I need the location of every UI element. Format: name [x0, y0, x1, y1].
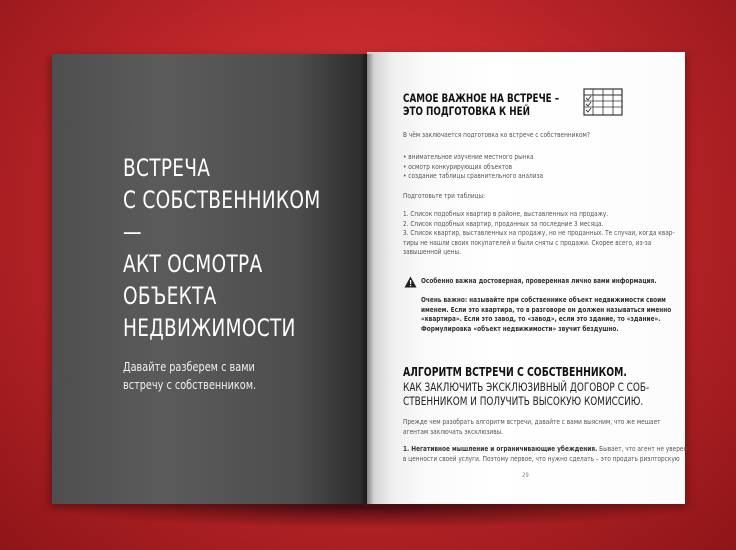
warning-icon	[404, 276, 417, 288]
tables-list-item: 3. Список квартир, выставленных на продажу, но не проданных. Те случаи, когда квар-	[403, 229, 675, 238]
chapter-title-line: НЕДВИЖИМОСТИ	[123, 314, 296, 342]
chapter-title-line: АКТ ОСМОТРА	[123, 250, 263, 278]
tables-intro: Подготовьте три таблицы:	[403, 192, 486, 200]
bullet-item: • создание таблицы сравнительного анализа	[403, 172, 544, 181]
chapter-title-line: ВСТРЕЧА	[123, 154, 211, 182]
chapter-subtitle-line: Давайте разберем с вами	[123, 360, 255, 374]
algorithm-heading: АЛГОРИТМ ВСТРЕЧИ С СОБСТВЕННИКОМ.	[403, 365, 627, 379]
chapter-title-line: ОБЪЕКТА	[123, 282, 217, 310]
chapter-title-line: С СОБСТВЕННИКОМ	[123, 186, 321, 214]
warning-line: Очень важно: называйте при собственнике объект недвижимости своим	[421, 296, 666, 305]
warning-line: «квартира». Если это завод, то «завод», если это здание, то «здание».	[421, 315, 661, 324]
tables-list-item: 2. Список подобных квартир, проданных за последние 3 месяца.	[403, 219, 604, 228]
warning-block	[421, 277, 671, 335]
bullet-item: • внимательное изучение местного рынка	[403, 153, 534, 161]
chapter-subtitle-line: встречу с собственником.	[123, 378, 257, 392]
point-1	[403, 445, 687, 464]
warning-line: Особенно важна достоверная, проверенная лично вами информация.	[421, 277, 657, 285]
tables-list-item: 1. Список подобных квартир в районе, выставленных на продажу.	[403, 210, 609, 218]
section-heading-line: ЭТО ПОДГОТОВКА К НЕЙ	[403, 104, 530, 118]
intro-paragraph	[403, 418, 661, 437]
warning-line	[421, 287, 671, 297]
section-heading-line: САМОЕ ВАЖНОЕ НА ВСТРЕЧЕ –	[403, 91, 560, 105]
point-1-text: Бывает, что агент не уверен	[597, 445, 688, 453]
point-1-line-2: в ценности своей услуги. Поэтому первое, что нужно сделать – это продать риэлторскую	[403, 454, 680, 463]
book-gutter	[360, 54, 374, 504]
tables-list-item: завышенной цены.	[403, 248, 461, 257]
tables-list	[403, 210, 675, 258]
warning-line: именем. Если это квартира, то в разговоре он должен называться именно	[421, 305, 672, 314]
algorithm-subheading	[403, 380, 649, 408]
algorithm-subheading-line: КАК ЗАКЛЮЧИТЬ ЭКСКЛЮЗИВНЫЙ ДОГОВОР С СОБ-	[403, 380, 650, 394]
page-number: 29	[522, 472, 529, 479]
point-1-line	[403, 445, 687, 455]
chapter-title	[123, 152, 321, 344]
tables-list-item: тиры не нашли своих покупателей и были сняты с продажи. Скорее всего, из-за	[403, 238, 652, 247]
chapter-title-line: —	[123, 218, 142, 246]
warning-line: Формулировка «объект недвижимости» звучит бездушно.	[421, 324, 619, 333]
algorithm-subheading-line: СТВЕННИКОМ И ПОЛУЧИТЬ ВЫСОКУЮ КОМИССИЮ.	[403, 394, 644, 408]
intro-line: агентам заключать эксклюзивы.	[403, 427, 504, 436]
bullet-item: • осмотр конкурирующих объектов	[403, 162, 513, 171]
chapter-subtitle	[123, 358, 303, 394]
prep-bullets	[403, 153, 543, 182]
point-1-title: 1. Негативное мышление и ограничивающие убеждения.	[403, 445, 598, 453]
table-icon	[583, 88, 623, 116]
section-heading	[403, 92, 559, 118]
intro-line: Прежде чем разобрать алгоритм встречи, давайте с вами выясним, что же мешает	[403, 418, 661, 426]
prep-question: В чём заключается подготовка ко встрече с собственником?	[403, 131, 590, 139]
